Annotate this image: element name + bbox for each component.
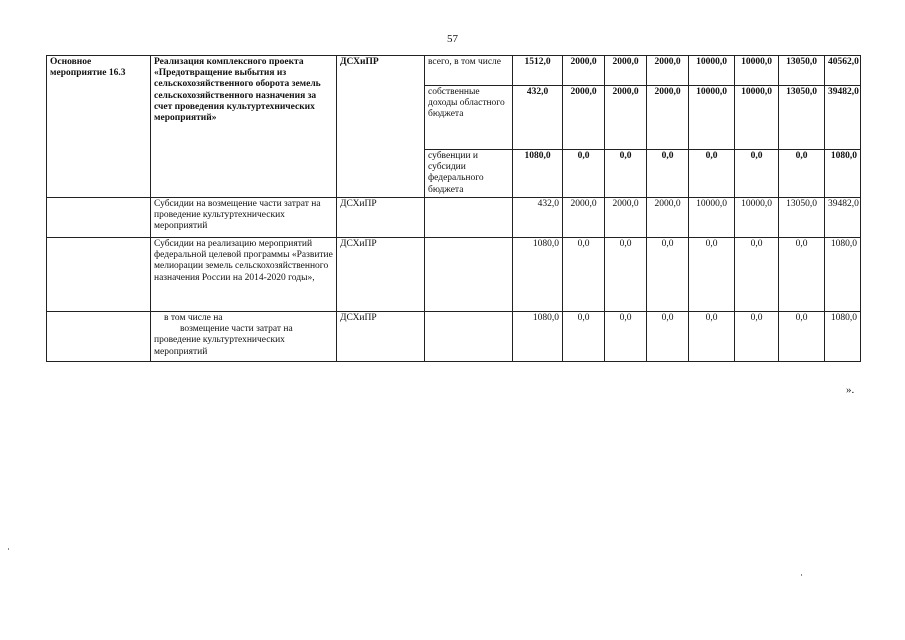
funding-source: субвенции и субсидии федерального бюджета <box>425 150 513 198</box>
scan-speck <box>801 574 802 576</box>
empty-cell <box>425 238 513 312</box>
empty-cell <box>47 238 151 312</box>
empty-cell <box>47 312 151 362</box>
value-cell: 0,0 <box>563 238 605 312</box>
executor-cell: ДСХиПР <box>337 238 425 312</box>
value-cell: 0,0 <box>647 312 689 362</box>
value-cell: 432,0 <box>513 198 563 238</box>
title-line: в том числе на <box>164 313 223 323</box>
value-cell: 39482,0 <box>825 86 861 150</box>
value-cell: 0,0 <box>563 312 605 362</box>
value-cell: 2000,0 <box>563 56 605 86</box>
closing-quote: ». <box>846 384 855 396</box>
subsidy-title <box>151 312 337 362</box>
value-cell: 1080,0 <box>825 150 861 198</box>
page-number: 57 <box>447 33 458 45</box>
empty-cell <box>47 198 151 238</box>
value-cell: 2000,0 <box>563 198 605 238</box>
value-cell: 10000,0 <box>689 198 735 238</box>
value-cell: 0,0 <box>689 150 735 198</box>
value-cell: 0,0 <box>689 312 735 362</box>
value-cell: 2000,0 <box>647 86 689 150</box>
budget-table <box>46 55 861 362</box>
table-row <box>47 238 861 312</box>
value-cell: 39482,0 <box>825 198 861 238</box>
empty-cell <box>425 198 513 238</box>
empty-cell <box>425 312 513 362</box>
value-cell: 10000,0 <box>689 56 735 86</box>
value-cell: 0,0 <box>735 312 779 362</box>
subsidy-title: Субсидии на возмещение части затрат на проведение культуртехнических мероприятий <box>151 198 337 238</box>
activity-label: Основное мероприятие 16.3 <box>47 56 151 198</box>
value-cell: 0,0 <box>647 150 689 198</box>
value-cell: 1080,0 <box>513 312 563 362</box>
value-cell: 10000,0 <box>735 86 779 150</box>
value-cell: 13050,0 <box>779 56 825 86</box>
value-cell: 0,0 <box>605 150 647 198</box>
table-row <box>47 198 861 238</box>
value-cell: 0,0 <box>779 238 825 312</box>
title-line: проведение культуртехнических мероприятий <box>154 335 285 357</box>
value-cell: 1512,0 <box>513 56 563 86</box>
value-cell: 0,0 <box>605 238 647 312</box>
executor-cell: ДСХиПР <box>337 198 425 238</box>
funding-source: собственные доходы областного бюджета <box>425 86 513 150</box>
title-line: возмещение части затрат на <box>180 324 293 335</box>
value-cell: 432,0 <box>513 86 563 150</box>
scan-speck <box>8 548 9 550</box>
subsidy-title: Субсидии на реализацию мероприятий федеральной целевой программы «Развитие мелиорации земель сельскохозяйственного назначения России на 2014-2020 годы», <box>151 238 337 312</box>
value-cell: 2000,0 <box>605 198 647 238</box>
activity-title: Реализация комплексного проекта «Предотвращение выбытия из сельскохозяйственного оборота земель сельскохозяйственного назначения за счет проведения культуртехнических мероприятий» <box>151 56 337 198</box>
value-cell: 13050,0 <box>779 86 825 150</box>
value-cell: 1080,0 <box>513 150 563 198</box>
executor-cell: ДСХиПР <box>337 56 425 198</box>
value-cell: 1080,0 <box>825 312 861 362</box>
value-cell: 0,0 <box>735 150 779 198</box>
funding-source: всего, в том числе <box>425 56 513 86</box>
value-cell: 13050,0 <box>779 198 825 238</box>
value-cell: 0,0 <box>779 312 825 362</box>
table-row <box>47 312 861 362</box>
value-cell: 0,0 <box>689 238 735 312</box>
value-cell: 0,0 <box>563 150 605 198</box>
value-cell: 2000,0 <box>647 56 689 86</box>
value-cell: 2000,0 <box>647 198 689 238</box>
value-cell: 0,0 <box>735 238 779 312</box>
executor-cell: ДСХиПР <box>337 312 425 362</box>
value-cell: 40562,0 <box>825 56 861 86</box>
value-cell: 1080,0 <box>825 238 861 312</box>
value-cell: 2000,0 <box>605 56 647 86</box>
value-cell: 0,0 <box>779 150 825 198</box>
value-cell: 10000,0 <box>735 56 779 86</box>
value-cell: 1080,0 <box>513 238 563 312</box>
value-cell: 10000,0 <box>735 198 779 238</box>
value-cell: 0,0 <box>605 312 647 362</box>
value-cell: 2000,0 <box>563 86 605 150</box>
table-row <box>47 56 861 86</box>
value-cell: 2000,0 <box>605 86 647 150</box>
value-cell: 10000,0 <box>689 86 735 150</box>
value-cell: 0,0 <box>647 238 689 312</box>
